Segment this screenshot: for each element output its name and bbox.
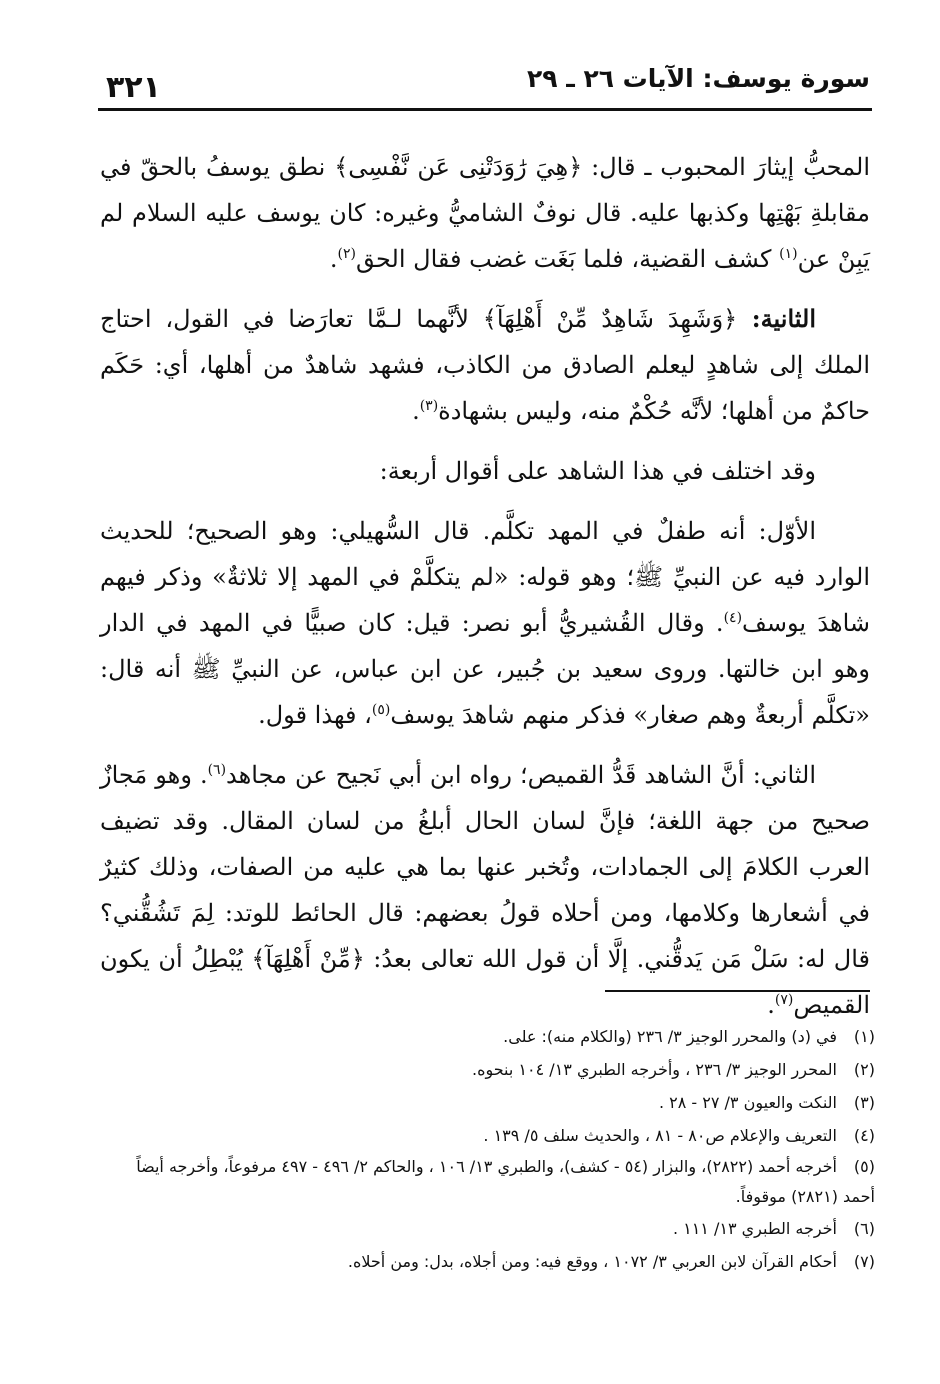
footnote-rule — [605, 990, 870, 992]
footnote-number: (٦) — [853, 1219, 875, 1238]
paragraph-text: . — [412, 397, 420, 425]
paragraph-text: الثاني: أنَّ الشاهد قَدُّ القميص؛ رواه ابن أبي نَجيح عن مجاهد — [226, 761, 817, 789]
footnote-ref-1: (١) — [779, 246, 798, 262]
paragraph-text: كشف القضية، فلما بَغَت غضب فقال الحق — [356, 245, 780, 273]
header-rule — [98, 108, 872, 111]
footnote-5 — [100, 1152, 875, 1212]
paragraph-text: ﴿وَشَهِدَ شَاهِدٌ مِّنْ أَهْلِهَآ﴾ لأنَّهما لـمَّا تعارَضا في القول، احتاج الملك إلى شاهدٍ ليعلم الصادق من الكاذب، فشهد شاهدٌ من أهلها، أي: حَكَم حاكمٌ من أهلها؛ لأنَّه حُكْمٌ منه، وليس بشهادة — [100, 305, 870, 425]
footnote-text: في (د) والمحرر الوجيز ٣/ ٢٣٦ (والكلام منه): على. — [503, 1027, 837, 1046]
main-text — [100, 144, 870, 1042]
paragraph-4 — [100, 508, 870, 738]
footnotes — [100, 1020, 875, 1278]
footnote-ref-5: (٥) — [371, 702, 391, 718]
footnote-6 — [100, 1212, 875, 1245]
footnote-ref-4: (٤) — [723, 610, 743, 626]
footnote-number: (٥) — [853, 1157, 875, 1176]
footnote-text: أخرجه الطبري ١٣/ ١١١ . — [672, 1219, 837, 1238]
footnote-4 — [100, 1119, 875, 1152]
paragraph-1 — [100, 144, 870, 282]
footnote-ref-3: (٣) — [419, 398, 439, 414]
footnote-text: أحكام القرآن لابن العربي ٣/ ١٠٧٢ ، ووقع فيه: ومن أجلاه، بدل: ومن أحلاه. — [347, 1252, 837, 1271]
footnote-3 — [100, 1086, 875, 1119]
footnote-ref-2: (٢) — [337, 246, 357, 262]
paragraph-5 — [100, 752, 870, 1028]
footnote-number: (٢) — [853, 1060, 875, 1079]
paragraph-text: . — [329, 245, 338, 273]
footnote-text: التعريف والإعلام ص٨٠ - ٨١ ، والحديث سلف ٥/ ١٣٩ . — [483, 1126, 837, 1145]
footnote-text: أخرجه أحمد (٢٨٢٢)، والبزار (٥٤ - كشف)، والطبري ١٣/ ١٠٦ ، والحاكم ٢/ ٤٩٦ - ٤٩٧ مرفوعاً، وأخرجه أيضاً أحمد (٢٨٢١) موقوفاً. — [136, 1157, 875, 1206]
section-lead: الثانية: — [737, 304, 816, 333]
footnote-7 — [100, 1245, 875, 1278]
paragraph-text: . وقال القُشيريُّ أبو نصر: قيل: كان صبيًّا في المهد في الدار وهو ابن خالتها. وروى سعيد بن جُبير، عن ابن عباس، عن النبيِّ ﷺ أنه قال: «تكلَّم أربعةٌ وهم صغار» فذكر منهم شاهدَ يوسف — [100, 609, 870, 729]
footnote-number: (١) — [853, 1027, 875, 1046]
paragraph-3 — [100, 448, 870, 494]
page-number: ٣٢١ — [106, 70, 161, 105]
paragraph-text: . — [767, 991, 775, 1019]
footnote-number: (٧) — [853, 1252, 875, 1271]
footnote-2 — [100, 1053, 875, 1086]
footnote-ref-7: (٧) — [774, 992, 794, 1008]
paragraph-text: وقد اختلف في هذا الشاهد على أقوال أربعة: — [379, 457, 816, 485]
paragraph-text: المحبُّ إيثارَ المحبوب ـ قال: ﴿هِيَ رَٰوَدَتْنِى عَن نَّفْسِى﴾ نطق يوسفُ بالحقّ في مقابلةِ بَهْتِها وكذبها عليه. قال نوفٌ الشاميُّ وغيره: كان يوسف عليه السلام لم يَبِنْ عن — [100, 153, 870, 273]
footnote-number: (٣) — [853, 1093, 875, 1112]
paragraph-2 — [100, 296, 870, 434]
page-header — [100, 56, 870, 108]
footnote-number: (٤) — [853, 1126, 875, 1145]
footnote-text: النكت والعيون ٣/ ٢٧ - ٢٨ . — [658, 1093, 837, 1112]
running-head: سورة يوسف: الآيات ٢٦ ـ ٢٩ — [526, 64, 870, 93]
paragraph-text: الأوّل: أنه طفلٌ في المهد تكلَّم. قال السُّهيلي: وهو الصحيح؛ للحديث الوارد فيه عن النبيِّ ﷺ؛ وهو قوله: «لم يتكلَّمْ في المهد إلا ثلاثةٌ» وذكر فيهم شاهدَ يوسف — [100, 517, 871, 637]
footnote-text: المحرر الوجيز ٣/ ٢٣٦ ، وأخرجه الطبري ١٣/ ١٠٤ بنحوه. — [471, 1060, 837, 1079]
paragraph-text: ، فهذا قول. — [258, 701, 372, 729]
paragraph-text: . وهو مَجازٌ صحيح من جهة اللغة؛ فإنَّ لسان الحال أبلغُ من لسان المقال. وقد تضيف العرب الكلامَ إلى الجمادات، وتُخبر عنها بما هي عليه من الصفات، وذلك كثيرٌ في أشعارها وكلامها، ومن أحلاه قولُ بعضهم: قال الحائط للوتد: لِمَ تَشُقُّني؟ قال له: سَلْ مَن يَدقُّني. إلَّا أن قول الله تعالى بعدُ: ﴿مِّنْ أَهْلِهَآ﴾ يُبْطِلُ أن يكون القميص — [100, 761, 870, 1019]
footnote-1 — [100, 1020, 875, 1053]
footnote-ref-6: (٦) — [207, 762, 227, 778]
